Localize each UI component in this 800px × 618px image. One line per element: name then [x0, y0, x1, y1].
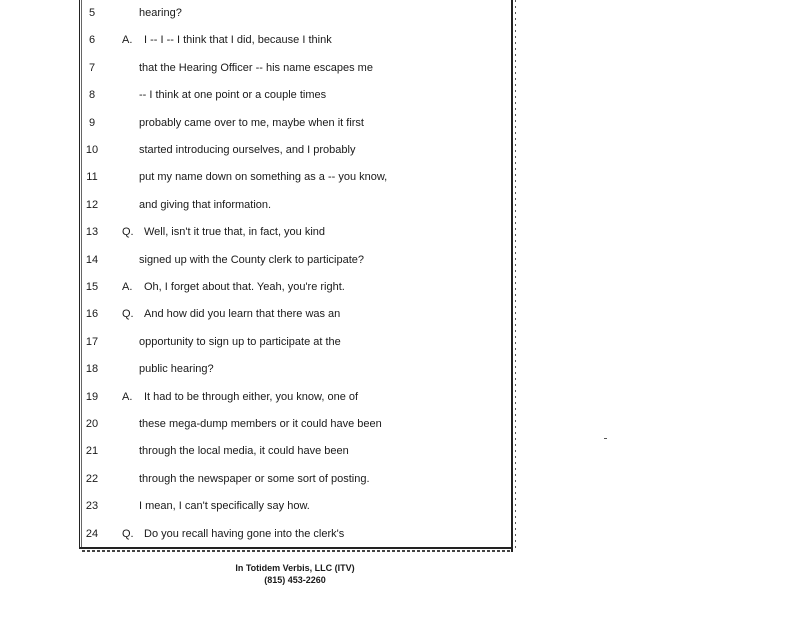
footer-phone: (815) 453-2260	[264, 575, 326, 585]
line-number: 24	[85, 527, 99, 540]
line-number: 6	[88, 34, 96, 47]
transcript-line	[0, 274, 512, 301]
speaker-marker: Q.	[122, 226, 134, 239]
testimony-text: public hearing?	[139, 363, 214, 376]
testimony-text: through the newspaper or some sort of posting.	[139, 472, 370, 485]
testimony-text: And how did you learn that there was an	[144, 308, 341, 321]
speaker-marker: A.	[122, 390, 133, 403]
transcript-line	[0, 137, 512, 164]
testimony-text: probably came over to me, maybe when it first	[139, 116, 364, 129]
speaker-marker: Q.	[122, 527, 134, 540]
transcript-line	[0, 164, 512, 191]
transcript-line	[0, 247, 512, 274]
transcript-line	[0, 27, 512, 54]
speaker-marker: A.	[122, 281, 133, 293]
testimony-text: hearing?	[139, 7, 182, 19]
testimony-text: through the local media, it could have been	[139, 445, 349, 458]
transcript-line	[0, 110, 512, 137]
testimony-text: Well, isn't it true that, in fact, you kind	[144, 226, 326, 239]
line-number: 13	[85, 226, 99, 239]
transcript-line	[0, 356, 512, 383]
speaker-marker: Q.	[122, 308, 134, 321]
transcript-line	[0, 521, 512, 548]
transcript-line	[0, 219, 512, 246]
testimony-text: Do you recall having gone into the clerk's	[144, 527, 345, 540]
transcript-line	[0, 466, 512, 493]
line-number: 14	[85, 253, 99, 266]
transcript-line	[0, 411, 512, 438]
testimony-text: It had to be through either, you know, one of	[144, 390, 359, 403]
line-number: 22	[85, 472, 99, 485]
line-number: 15	[85, 281, 99, 293]
transcript-line	[0, 329, 512, 356]
testimony-text: I -- I -- I think that I did, because I think	[144, 34, 332, 47]
testimony-text: Oh, I forget about that. Yeah, you're right.	[144, 281, 345, 293]
testimony-text: that the Hearing Officer -- his name escapes me	[139, 61, 373, 74]
testimony-text: signed up with the County clerk to participate?	[139, 253, 365, 266]
transcript-line	[0, 192, 512, 219]
transcript-line	[0, 301, 512, 328]
transcript-line	[0, 493, 512, 520]
line-number: 21	[85, 445, 99, 458]
testimony-text: I mean, I can't specifically say how.	[139, 500, 310, 513]
line-number: 10	[85, 144, 99, 156]
transcript-line	[0, 438, 512, 465]
line-number: 18	[85, 363, 99, 376]
line-number: 11	[86, 171, 98, 184]
line-number: 9	[88, 116, 96, 129]
testimony-text: these mega-dump members or it could have been	[139, 418, 382, 430]
line-number: 23	[85, 500, 99, 513]
line-number: 8	[88, 89, 96, 102]
line-number: 7	[88, 61, 96, 74]
transcript-line	[0, 55, 512, 82]
transcript-border-right-dotted	[515, 0, 516, 552]
line-number: 5	[88, 7, 96, 19]
testimony-text: and giving that information.	[139, 198, 272, 211]
transcript-line	[0, 82, 512, 109]
transcript-line	[0, 384, 512, 411]
transcript-line	[0, 0, 512, 27]
scan-speck	[604, 438, 607, 439]
transcript-border-bottom-dotted	[82, 550, 512, 552]
line-number: 16	[85, 308, 99, 321]
testimony-text: -- I think at one point or a couple times	[139, 89, 327, 102]
testimony-text: opportunity to sign up to participate at the	[139, 335, 341, 348]
speaker-marker: A.	[122, 34, 133, 47]
line-number: 19	[85, 390, 99, 403]
testimony-text: started introducing ourselves, and I probably	[139, 144, 356, 156]
line-number: 17	[85, 335, 99, 348]
line-number: 12	[85, 198, 99, 211]
line-number: 20	[85, 418, 99, 430]
footer-company: In Totidem Verbis, LLC (ITV)	[235, 563, 355, 573]
testimony-text: put my name down on something as a -- you know,	[139, 171, 388, 184]
